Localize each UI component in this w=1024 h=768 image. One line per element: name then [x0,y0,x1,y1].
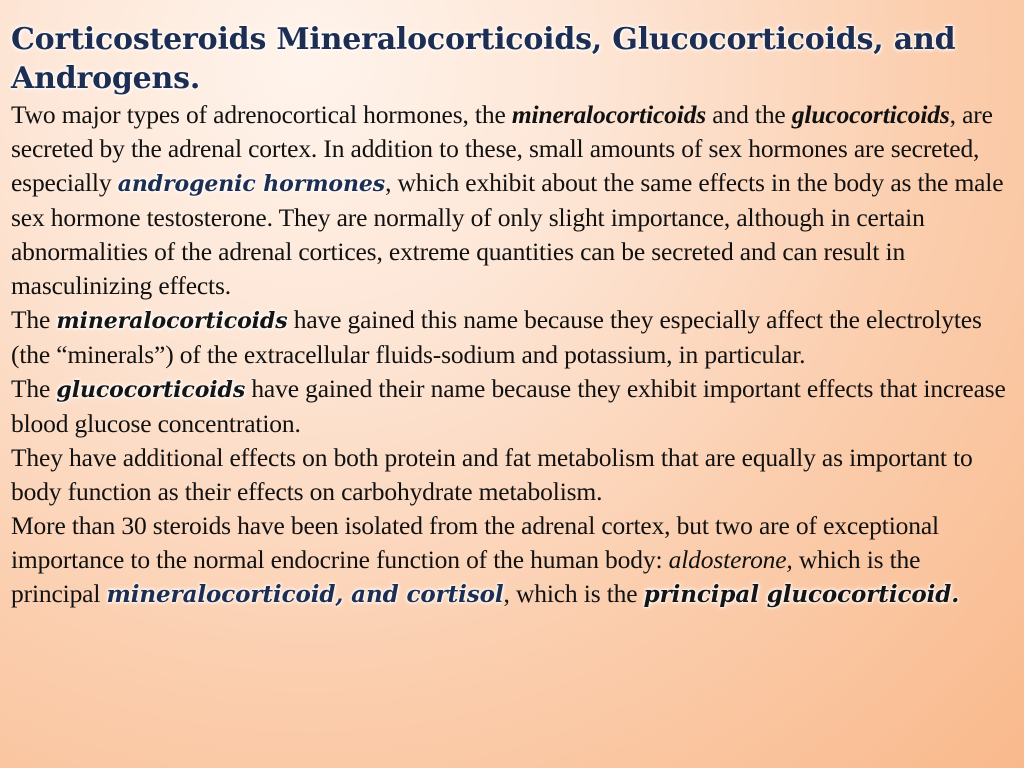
highlight-mineralocorticoids: mineralocorticoids [56,308,288,334]
highlight-mineralocorticoid-cortisol: mineralocorticoid, and cortisol [106,581,504,608]
highlight-androgenic-hormones: androgenic hormones [117,171,386,197]
text-run: which is the principal [11,545,921,608]
highlight-principal-glucocorticoid: principal glucocorticoid. [643,581,960,608]
text-run: The [11,374,57,403]
text-run: and the [706,100,792,129]
paragraph-steroids [11,509,1012,612]
text-run: , which is the [503,579,644,608]
text-run: More than 30 steroids have been isolated from the adrenal cortex, but two are of exceptional importance to the normal endocrine function of the human body: [11,511,939,574]
paragraph-mineralocorticoids [11,303,1012,372]
paragraph-metabolism [11,441,1012,509]
paragraph-glucocorticoids [11,372,1012,441]
text-run: Two major types of adrenocortical hormones, the [11,100,512,129]
text-run: They have additional effects on both protein and fat metabolism that are equally as important to body function as their effects on carbohydrate metabolism. [11,443,973,506]
slide-title: Corticosteroids Mineralocorticoids, Glucocorticoids, and Androgens. [11,22,956,96]
slide-body [11,98,1012,612]
text-run: The [11,305,57,334]
term-glucocorticoids: glucocorticoids [791,100,950,129]
paragraph-overview [11,98,1012,303]
text-run: have gained this name because they especially affect the electrolytes (the “minerals”) of the extracellular fluids-sodium and potassium, in particular. [11,305,982,369]
text-run: , which exhibit about the same effects in the body as the male sex hormone testosterone. They are normally of only slight importance, although in certain abnormalities of the adrenal cortices, extreme quantities can be secreted and can result in masculinizing effects. [11,168,1004,300]
highlight-glucocorticoids: glucocorticoids [56,377,246,403]
term-mineralocorticoids: mineralocorticoids [511,100,707,129]
text-run: , are secreted by the adrenal cortex. In addition to these, small amounts of sex hormones are secreted, especially [11,100,993,197]
text-run: have gained their name because they exhibit important effects that increase blood glucose concentration. [11,374,1006,438]
term-aldosterone: aldosterone, [668,545,793,574]
